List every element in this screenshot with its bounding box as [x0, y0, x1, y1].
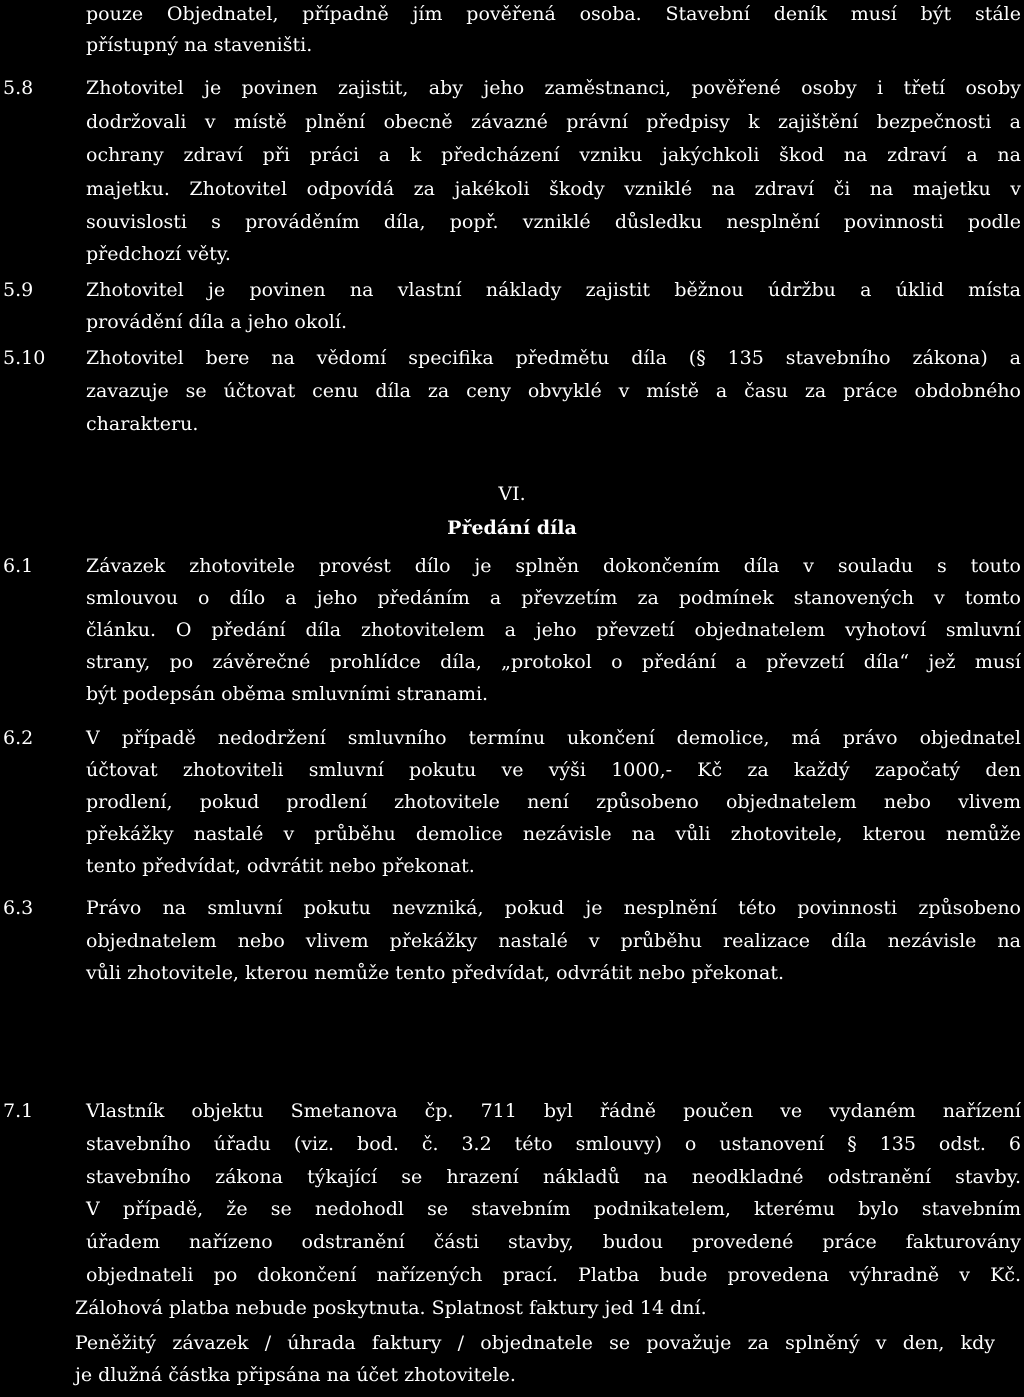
clause-number: 5.10: [3, 347, 46, 369]
text-line: objednatelem nebo vlivem překážky nastalé v průběhu realizace díla nezávisle na: [86, 930, 1021, 952]
clause-number: 7.1: [3, 1100, 34, 1122]
text-line: Závazek zhotovitele provést dílo je splněn dokončením díla v souladu s touto: [86, 555, 1021, 577]
text-line: Zhotovitel je povinen zajistit, aby jeho zaměstnanci, pověřené osoby i třetí osoby: [86, 77, 1021, 99]
text-line: stavebního úřadu (viz. bod. č. 3.2 této smlouvy) o ustanovení § 135 odst. 6: [86, 1133, 1021, 1155]
text-line: Peněžitý závazek / úhrada faktury / objednatele se považuje za splněný v den, kdy: [75, 1332, 995, 1354]
text-line: je dlužná částka připsána na účet zhotovitele.: [75, 1364, 516, 1386]
text-line: souvislosti s prováděním díla, popř. vzniklé důsledku nesplnění povinnosti podle: [86, 211, 1021, 233]
text-line: Zhotovitel je povinen na vlastní náklady zajistit běžnou údržbu a úklid místa: [86, 279, 1021, 301]
text-line: provádění díla a jeho okolí.: [86, 311, 347, 333]
clause-number: 5.8: [3, 77, 34, 99]
text-line: charakteru.: [86, 413, 199, 435]
text-line: Zhotovitel bere na vědomí specifika předmětu díla (§ 135 stavebního zákona) a: [86, 347, 1021, 369]
section-title: Předání díla: [447, 517, 577, 539]
clause-number: 6.3: [3, 897, 34, 919]
text-line: smlouvou o dílo a jeho předáním a převzetím za podmínek stanovených v tomto: [86, 587, 1021, 609]
text-line: zavazuje se účtovat cenu díla za ceny obvyklé v místě a času za práce obdobného: [86, 380, 1021, 402]
text-line: překážky nastalé v průběhu demolice nezávisle na vůli zhotovitele, kterou nemůže: [86, 823, 1021, 845]
text-line: být podepsán oběma smluvními stranami.: [86, 683, 489, 705]
clause-number: 5.9: [3, 279, 34, 301]
text-line: Vlastník objektu Smetanova čp. 711 byl řádně poučen ve vydaném nařízení: [86, 1100, 1021, 1122]
text-line: přístupný na staveništi.: [86, 34, 313, 56]
clause-number: 6.1: [3, 555, 34, 577]
text-line: účtovat zhotoviteli smluvní pokutu ve výši 1000,- Kč za každý započatý den: [86, 759, 1021, 781]
text-line: Zálohová platba nebude poskytnuta. Splatnost faktury jed 14 dní.: [75, 1297, 707, 1319]
clause-number: 6.2: [3, 727, 34, 749]
text-line: tento předvídat, odvrátit nebo překonat.: [86, 855, 475, 877]
text-line: Právo na smluvní pokutu nevzniká, pokud je nesplnění této povinnosti způsobeno: [86, 897, 1021, 919]
text-line: pouze Objednatel, případně jím pověřená osoba. Stavební deník musí být stále: [86, 3, 1021, 25]
text-line: článku. O předání díla zhotovitelem a jeho převzetí objednatelem vyhotoví smluvní: [86, 619, 1021, 641]
text-line: strany, po závěrečné prohlídce díla, „protokol o předání a převzetí díla“ jež musí: [86, 651, 1021, 673]
text-line: V případě nedodržení smluvního termínu ukončení demolice, má právo objednatel: [86, 727, 1021, 749]
section-numeral: VI.: [498, 483, 526, 505]
text-line: objednateli po dokončení nařízených prací. Platba bude provedena výhradně v Kč.: [86, 1264, 1021, 1286]
text-line: prodlení, pokud prodlení zhotovitele není způsobeno objednatelem nebo vlivem: [86, 791, 1021, 813]
text-line: majetku. Zhotovitel odpovídá za jakékoli škody vzniklé na zdraví či na majetku v: [86, 178, 1021, 200]
text-line: úřadem nařízeno odstranění části stavby, budou provedené práce fakturovány: [86, 1231, 1021, 1253]
text-line: V případě, že se nedohodl se stavebním podnikatelem, kterému bylo stavebním: [86, 1198, 1021, 1220]
text-line: ochrany zdraví při práci a k předcházení vzniku jakýchkoli škod na zdraví a na: [86, 144, 1021, 166]
text-line: předchozí věty.: [86, 243, 231, 265]
text-line: stavebního zákona týkající se hrazení nákladů na neodkladné odstranění stavby.: [86, 1166, 1021, 1188]
text-line: dodržovali v místě plnění obecně závazné právní předpisy k zajištění bezpečnosti a: [86, 111, 1021, 133]
text-line: vůli zhotovitele, kterou nemůže tento předvídat, odvrátit nebo překonat.: [86, 962, 785, 984]
